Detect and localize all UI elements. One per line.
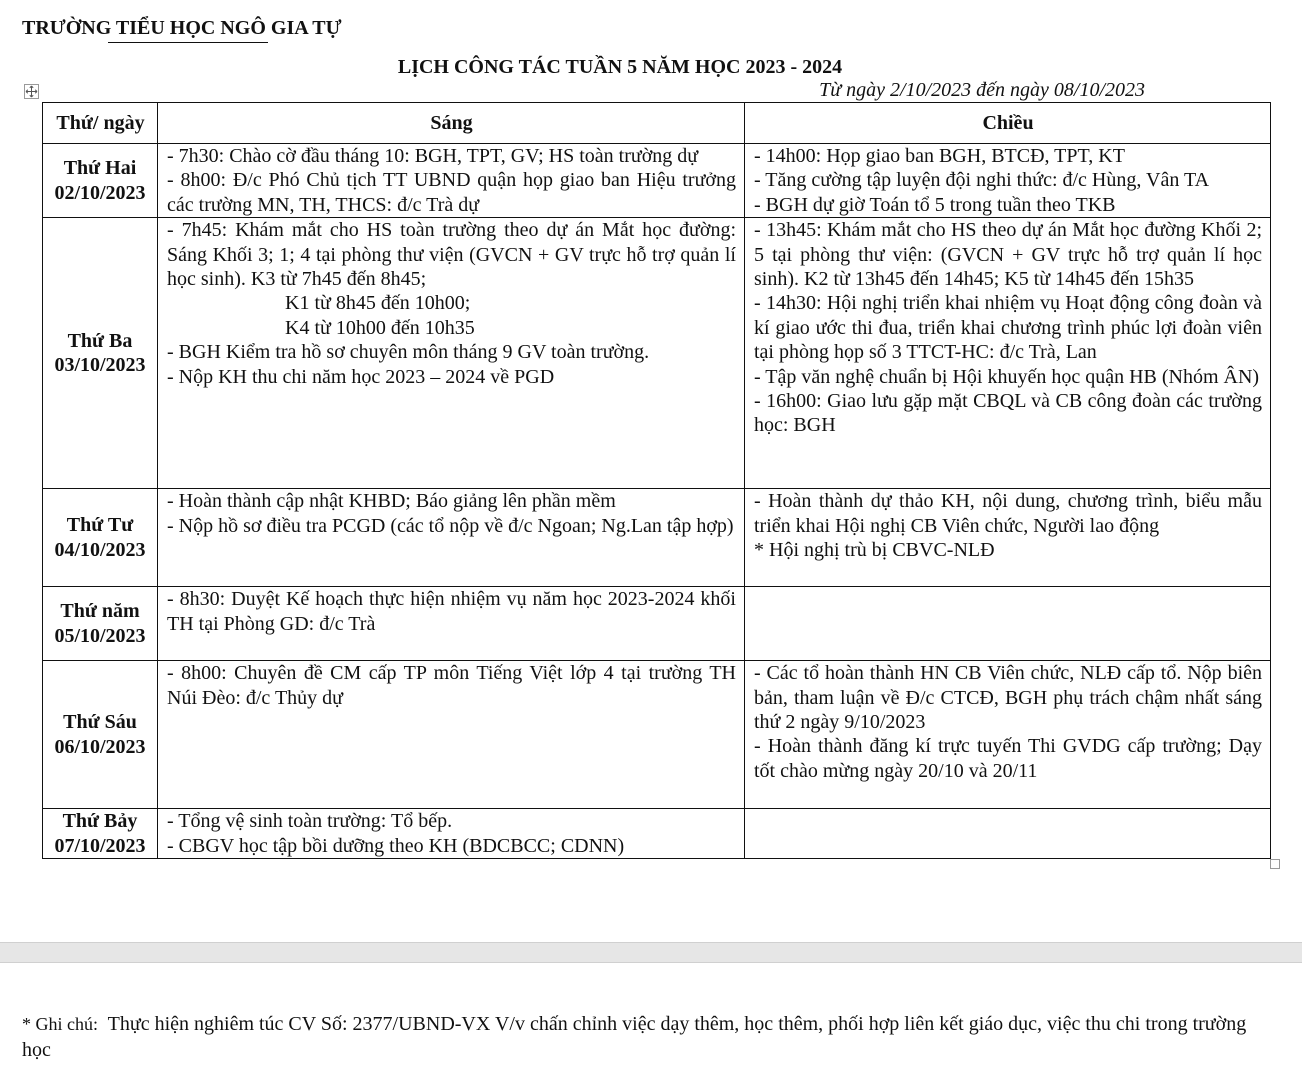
afternoon-cell xyxy=(745,489,1271,587)
afternoon-cell xyxy=(745,218,1271,489)
footnote-text: Thực hiện nghiêm túc CV Số: 2377/UBND-VX V/v chấn chỉnh việc dạy thêm, học thêm, phối hợp liên kết giáo dục, việc thu chi trong trường học xyxy=(22,1013,1247,1061)
morning-item: - 7h30: Chào cờ đầu tháng 10: BGH, TPT, GV; HS toàn trường dự xyxy=(167,145,699,167)
day-cell xyxy=(43,218,158,489)
morning-cell xyxy=(158,587,745,661)
afternoon-cell xyxy=(745,809,1271,859)
day-cell xyxy=(43,661,158,809)
header-afternoon: Chiều xyxy=(745,103,1271,144)
day-name: Thứ Hai xyxy=(63,157,137,180)
afternoon-item: - 13h45: Khám mắt cho HS theo dự án Mắt học đường Khối 2; 5 tại phòng thư viện: (GVCN + GV trực hỗ trợ quản lí học sinh). K2 từ 13h45 đến 14h45; K5 từ 14h45 đến 15h35 xyxy=(754,219,1262,291)
day-date: 06/10/2023 xyxy=(54,735,146,758)
afternoon-item: - 16h00: Giao lưu gặp mặt CBQL và CB công đoàn các trường học: BGH xyxy=(754,390,1262,437)
afternoon-cell xyxy=(745,661,1271,809)
afternoon-item: - 14h00: Họp giao ban BGH, BTCĐ, TPT, KT xyxy=(754,145,1125,167)
table-row xyxy=(43,489,1271,587)
morning-cell xyxy=(158,809,745,859)
day-date: 02/10/2023 xyxy=(54,181,146,204)
morning-cell xyxy=(158,661,745,809)
school-name-underline xyxy=(108,42,268,43)
morning-item: - Nộp hồ sơ điều tra PCGD (các tổ nộp về đ/c Ngoan; Ng.Lan tập hợp) xyxy=(167,514,734,537)
morning-item: - CBGV học tập bồi dưỡng theo KH (BDCBCC; CDNN) xyxy=(167,834,625,857)
header-morning: Sáng xyxy=(158,103,745,144)
day-name: Thứ Ba xyxy=(67,329,133,352)
schedule-table xyxy=(42,102,1271,859)
table-row xyxy=(43,587,1271,661)
afternoon-item: - Hoàn thành đăng kí trực tuyến Thi GVDG cấp trường; Dạy tốt chào mừng ngày 20/10 và 20/11 xyxy=(754,735,1262,782)
day-cell xyxy=(43,587,158,661)
afternoon-item: - Các tổ hoàn thành HN CB Viên chức, NLĐ cấp tổ. Nộp biên bản, tham luận về Đ/c CTCĐ, BGH phụ trách chậm nhất sáng thứ 2 ngày 9/10/2023 xyxy=(754,662,1262,734)
afternoon-cell xyxy=(745,144,1271,218)
day-date: 07/10/2023 xyxy=(54,834,146,857)
afternoon-cell xyxy=(745,587,1271,661)
afternoon-item: - Tập văn nghệ chuẩn bị Hội khuyến học quận HB (Nhóm ÂN) xyxy=(754,365,1260,388)
morning-item: - BGH Kiểm tra hồ sơ chuyên môn tháng 9 GV toàn trường. xyxy=(167,341,650,364)
morning-item: K1 từ 8h45 đến 10h00; xyxy=(285,292,471,315)
header-day: Thứ/ ngày xyxy=(43,103,158,144)
day-cell xyxy=(43,489,158,587)
morning-item: - Nộp KH thu chi năm học 2023 – 2024 về PGD xyxy=(167,365,555,388)
morning-item: - Hoàn thành cập nhật KHBD; Báo giảng lên phần mềm xyxy=(167,490,616,513)
table-resize-handle[interactable] xyxy=(1270,859,1280,869)
afternoon-item: - Tăng cường tập luyện đội nghi thức: đ/c Hùng, Vân TA xyxy=(754,169,1210,192)
date-range: Từ ngày 2/10/2023 đến ngày 08/10/2023 xyxy=(819,79,1145,101)
afternoon-item: * Hội nghị trù bị CBVC-NLĐ xyxy=(754,539,995,562)
afternoon-item: - 14h30: Hội nghị triển khai nhiệm vụ Hoạt động công đoàn và kí giao ước thi đua, triển khai chương trình phúc lợi đoàn viên tại phòng họp số 3 TTCT-HC: đ/c Trà, Lan xyxy=(754,292,1262,364)
morning-item: - 7h45: Khám mắt cho HS toàn trường theo dự án Mắt học đường: Sáng Khối 3; 1; 4 tại phòng thư viện (GVCN + GV trực hỗ trợ quản lí học sinh). K3 từ 7h45 đến 8h45; xyxy=(167,219,736,291)
day-name: Thứ Bảy xyxy=(62,810,138,833)
table-move-handle-icon[interactable] xyxy=(24,84,39,99)
table-row xyxy=(43,661,1271,809)
footnote-label: * Ghi chú: xyxy=(22,1014,98,1034)
table-header-row xyxy=(43,103,1271,144)
school-name: TRƯỜNG TIỂU HỌC NGÔ GIA TỰ xyxy=(22,17,342,39)
morning-item: - Tổng vệ sinh toàn trường: Tổ bếp. xyxy=(167,810,453,833)
page-title: LỊCH CÔNG TÁC TUẦN 5 NĂM HỌC 2023 - 2024 xyxy=(397,56,843,78)
morning-item: - 8h30: Duyệt Kế hoạch thực hiện nhiệm vụ năm học 2023-2024 khối TH tại Phòng GD: đ/c Trà xyxy=(167,588,736,635)
footnote xyxy=(22,1011,1262,1063)
afternoon-item: - BGH dự giờ Toán tổ 5 trong tuần theo TKB xyxy=(754,193,1116,216)
morning-cell xyxy=(158,144,745,218)
page-break-band xyxy=(0,942,1302,963)
day-date: 05/10/2023 xyxy=(54,624,146,647)
morning-item: K4 từ 10h00 đến 10h35 xyxy=(285,316,475,339)
day-date: 03/10/2023 xyxy=(54,354,146,377)
morning-item: - 8h00: Đ/c Phó Chủ tịch TT UBND quận họp giao ban Hiệu trưởng các trường MN, TH, THCS: đ/c Trà dự xyxy=(167,169,736,216)
morning-cell xyxy=(158,489,745,587)
afternoon-item: - Hoàn thành dự thảo KH, nội dung, chương trình, biểu mẫu triển khai Hội nghị CB Viên chức, Người lao động xyxy=(754,490,1262,537)
day-name: Thứ Tư xyxy=(66,514,134,537)
day-cell xyxy=(43,144,158,218)
table-row xyxy=(43,218,1271,489)
table-row xyxy=(43,809,1271,859)
day-name: Thứ Sáu xyxy=(63,711,137,734)
day-date: 04/10/2023 xyxy=(54,538,146,561)
table-row xyxy=(43,144,1271,218)
morning-cell xyxy=(158,218,745,489)
day-cell xyxy=(43,809,158,859)
morning-item: - 8h00: Chuyên đề CM cấp TP môn Tiếng Việt lớp 4 tại trường TH Núi Đèo: đ/c Thủy dự xyxy=(167,662,736,709)
day-name: Thứ năm xyxy=(60,600,140,623)
